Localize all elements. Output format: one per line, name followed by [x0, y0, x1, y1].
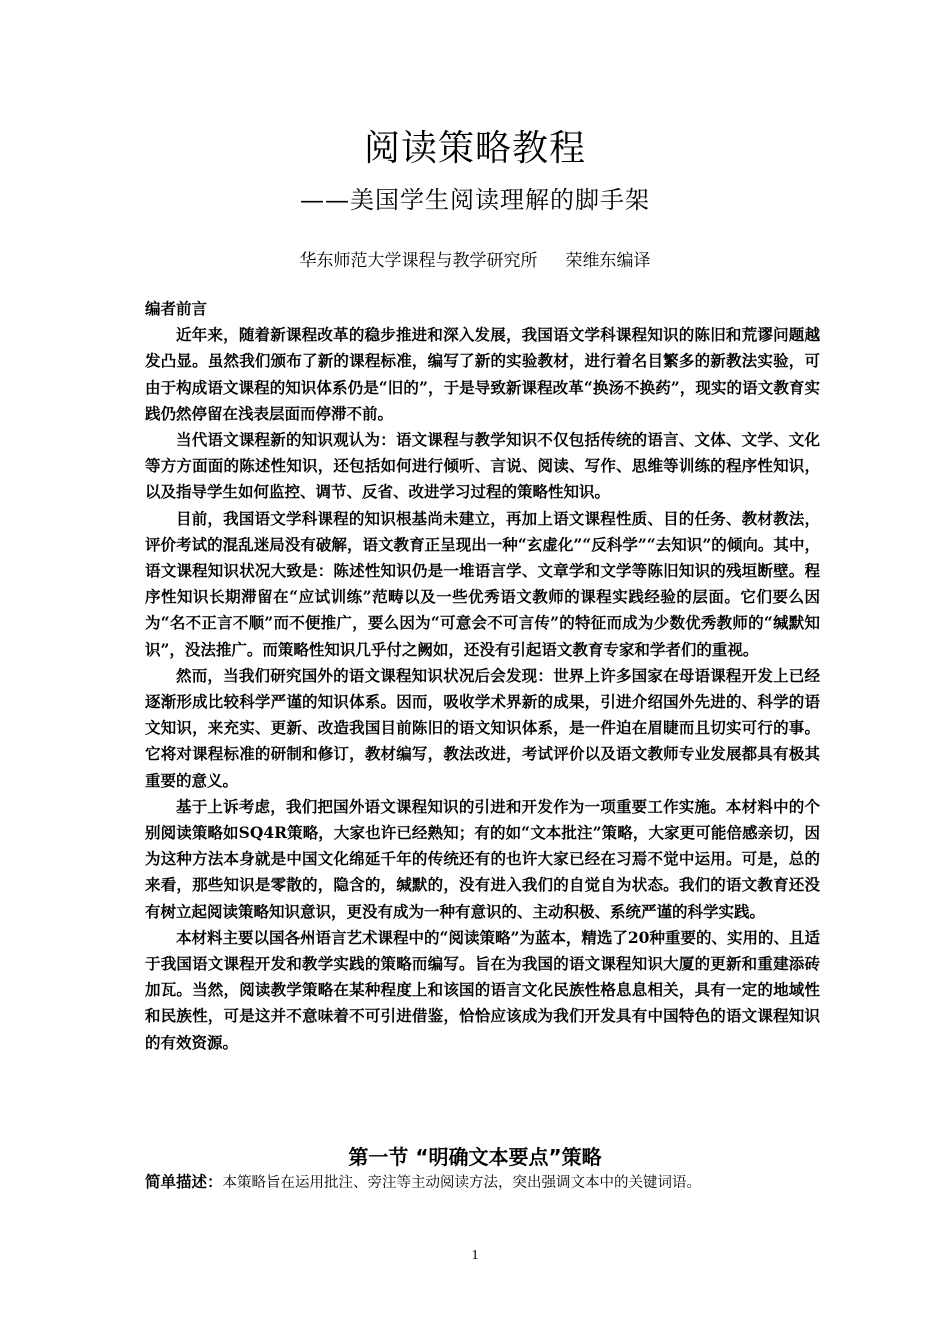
preface-paragraph: 基于上诉考虑，我们把国外语文课程知识的引进和开发作为一项重要工作实施。本材料中的个别阅读策略如SQ4R策略，大家也许已经熟知；有的如“文本批注”策略，大家更可能倍感亲切，因为这种方法本身就是中国文化绵延千年的传统还有的也许大家已经在习焉不觉中运用。可是，总的来看，那些知识是零散的，隐含的，缄默的，没有进入我们的自觉自为状态。我们的语文教育还没有树立起阅读策略知识意识，更没有成为一种有意识的、主动积极、系统严谨的科学实践。	[145, 796, 820, 921]
preface-paragraph: 然而，当我们研究国外的语文课程知识状况后会发现：世界上许多国家在母语课程开发上已经逐渐形成比较科学严谨的知识体系。因而，吸收学术界新的成果，引进介绍国外先进的、科学的语文知识，来充实、更新、改造我国目前陈旧的语文知识体系，是一件迫在眉睫而且切实可行的事。它将对课程标准的研制和修订，教材编写，教法改进，考试评价以及语文教师专业发展都具有极其重要的意义。	[145, 665, 820, 790]
section-title: 第一节 “明确文本要点”策略	[348, 1145, 602, 1169]
document-title: 阅读策略教程	[363, 128, 586, 169]
byline	[0, 249, 950, 273]
preface-paragraph: 本材料主要以国各州语言艺术课程中的“阅读策略”为蓝本，精选了20种重要的、实用的、且适于我国语文课程开发和教学实践的策略而编写。旨在为我国的语文课程知识大厦的更新和重建添砖加瓦。当然，阅读教学策略在某种程度上和该国的语言文化民族性格息息相关，具有一定的地域性和民族性，可是这并不意味着不可引进借鉴，恰恰应该成为我们开发具有中国特色的语文课程知识的有效资源。	[145, 927, 820, 1052]
summary-text: 本策略旨在运用批注、旁注等主动阅读方法，突出强调文本中的关键词语。	[222, 1175, 702, 1191]
preface-body	[145, 296, 820, 1056]
document-subtitle: ——美国学生阅读理解的脚手架	[300, 186, 650, 214]
preface-paragraph: 目前，我国语文学科课程的知识根基尚未建立，再加上语文课程性质、目的任务、教材教法，评价考试的混乱迷局没有破解，语文教育正呈现出一种“玄虚化”“反科学”“去知识”的倾向。其中，语文课程知识状况大致是：陈述性知识仍是一堆语言学、文章学和文学等陈旧知识的残垣断壁。程序性知识长期滞留在“应试训练”范畴以及一些优秀语文教师的课程实践经验的层面。它们要么因为“名不正言不顺”而不便推广，要么因为“可意会不可言传”的特征而成为少数优秀教师的“缄默知识”，没法推广。而策略性知识几乎付之阙如，还没有引起语文教育专家和学者们的重视。	[145, 508, 820, 659]
page-number: 1	[471, 1248, 479, 1263]
summary-label: 简单描述：	[145, 1172, 223, 1191]
section-summary	[145, 1170, 835, 1195]
author: 荣维东编译	[565, 251, 651, 271]
preface-paragraph: 当代语文课程新的知识观认为：语文课程与教学知识不仅包括传统的语言、文体、文学、文化等方方面面的陈述性知识，还包括如何进行倾听、言说、阅读、写作、思维等训练的程序性知识，以及指导学生如何监控、调节、反省、改进学习过程的策略性知识。	[145, 430, 820, 502]
preface-heading: 编者前言	[145, 299, 208, 318]
preface-paragraph: 近年来，随着新课程改革的稳步推进和深入发展，我国语文学科课程知识的陈旧和荒谬问题越发凸显。虽然我们颁布了新的课程标准，编写了新的实验教材，进行着名目繁多的新教法实验，可由于构成语文课程的知识体系仍是“旧的”，于是导致新课程改革“换汤不换药”，现实的语文教育实践仍然停留在浅表层面而停滞不前。	[145, 325, 820, 423]
institution: 华东师范大学课程与教学研究所	[299, 251, 538, 271]
